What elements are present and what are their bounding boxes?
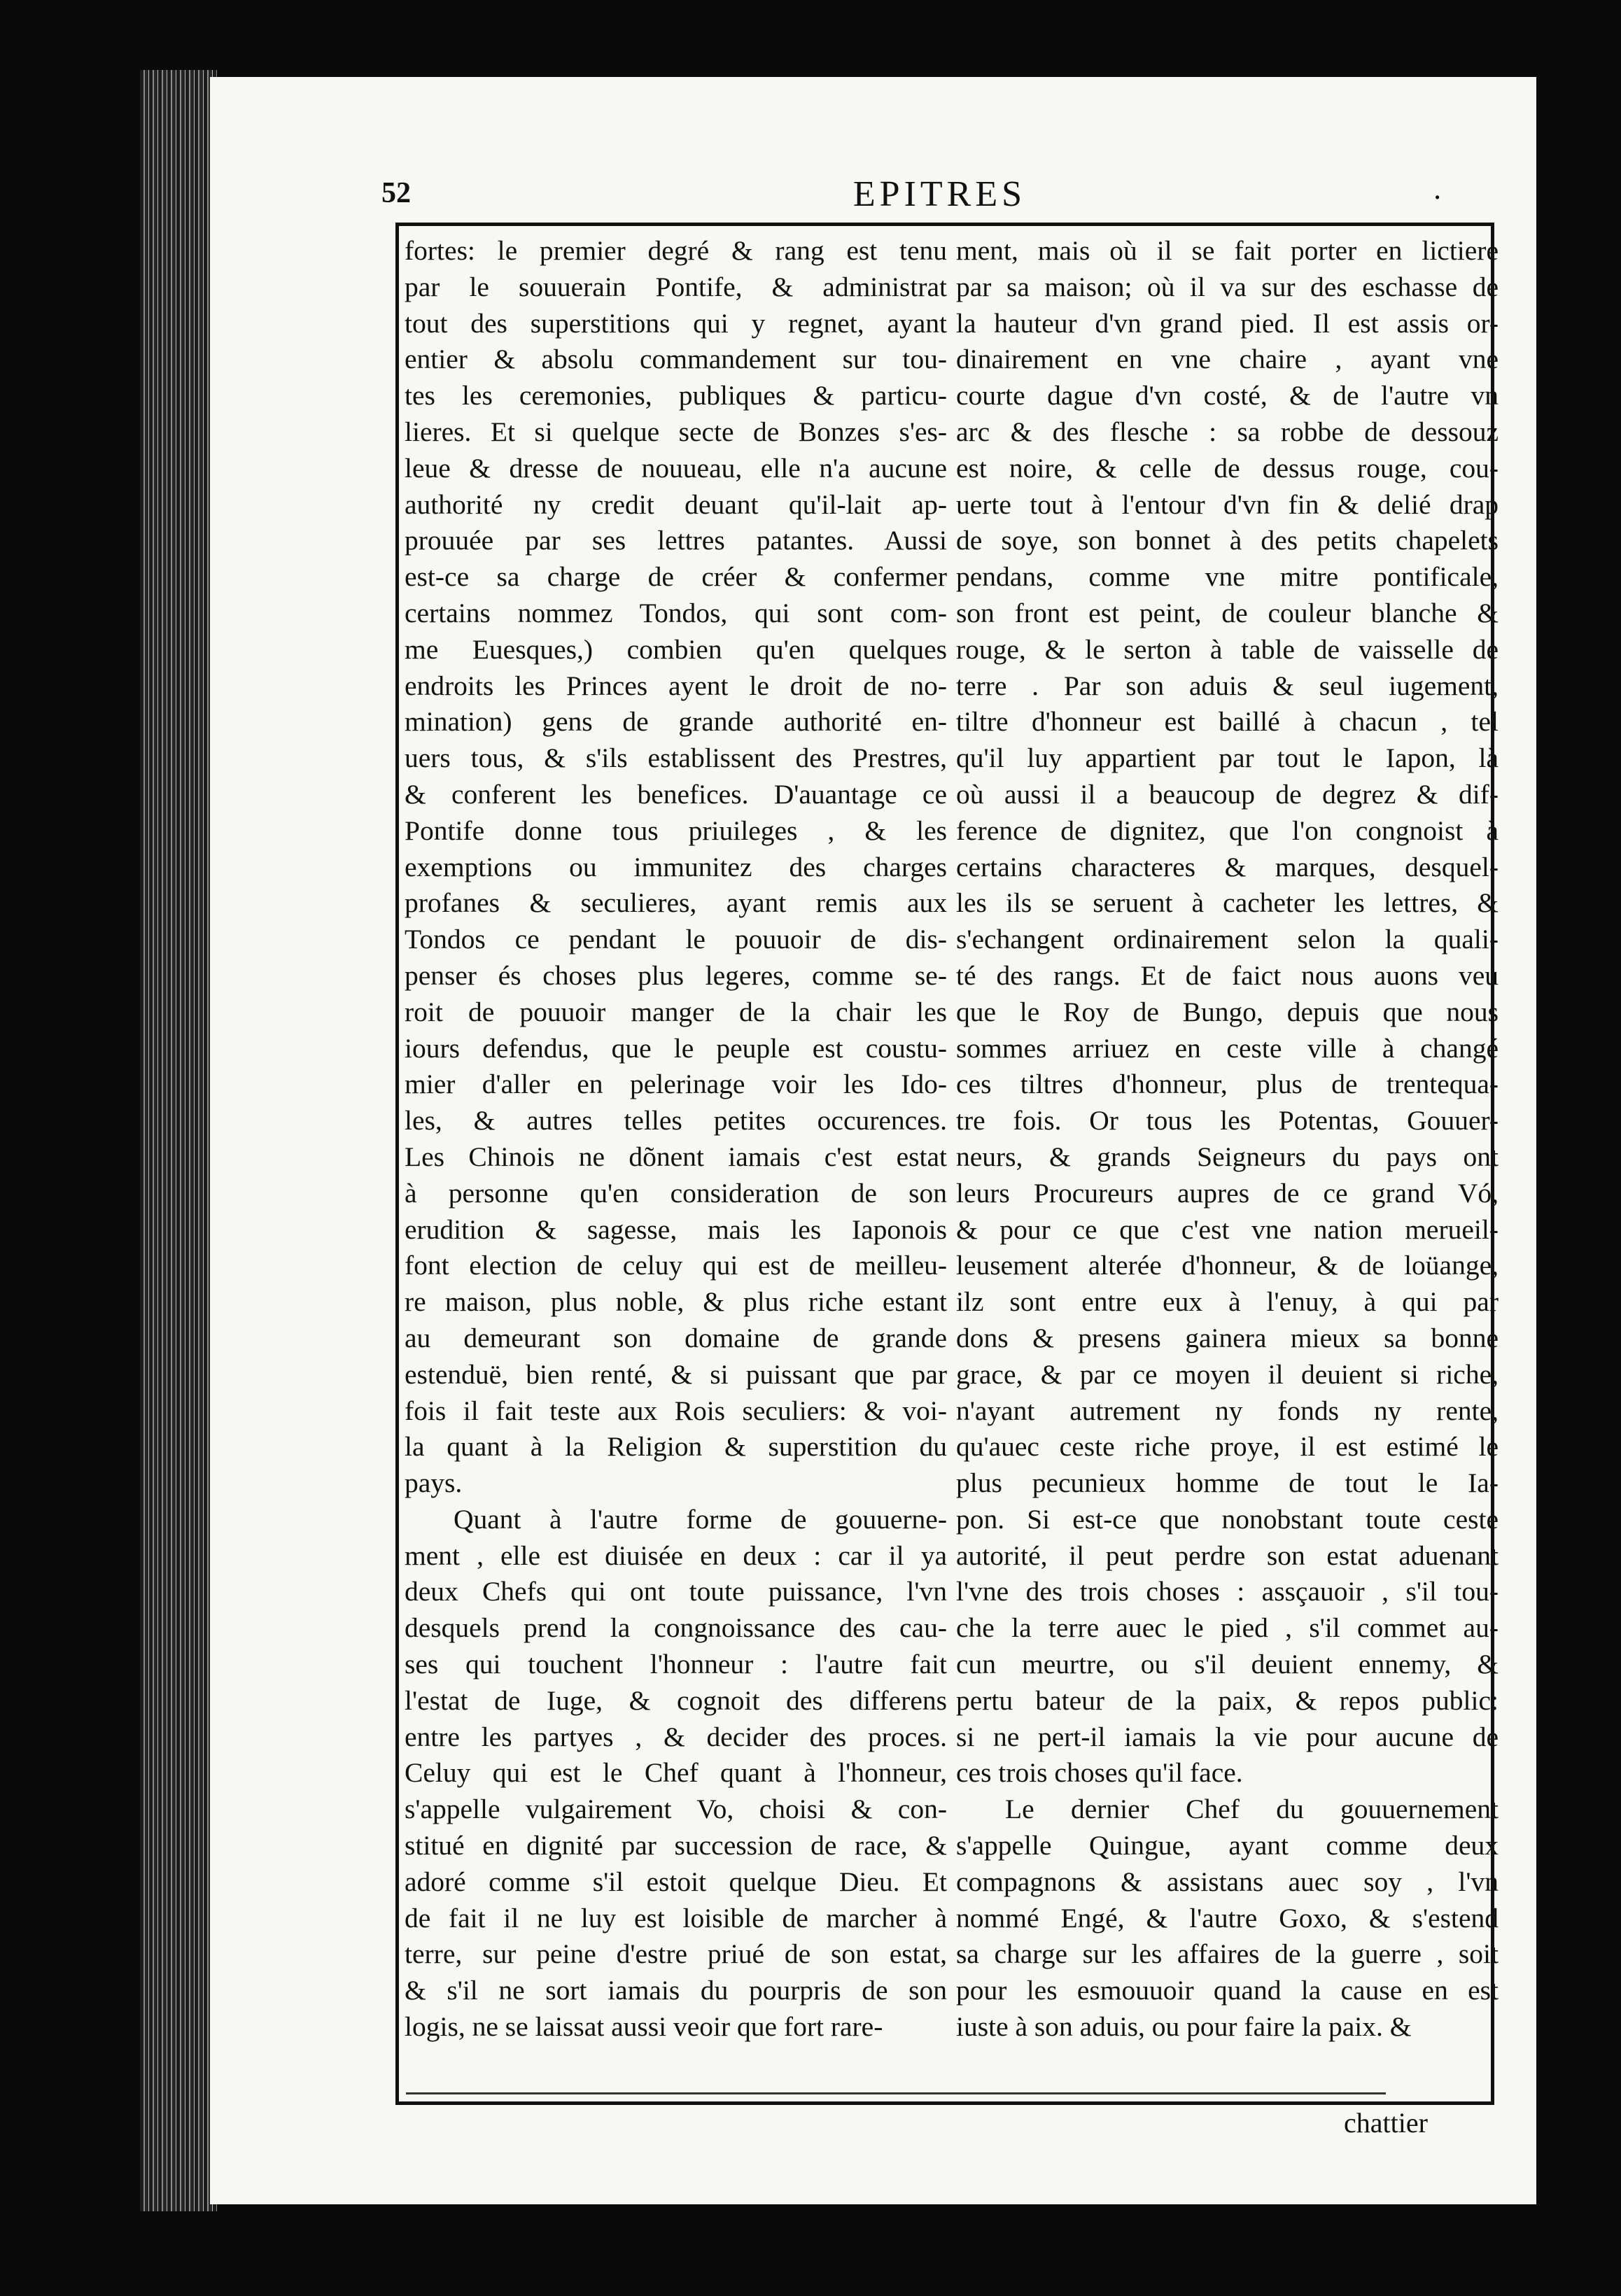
text-line: l'vne des trois choses : assçauoir , s'il tou- [956, 1576, 1499, 1607]
text-line: ilz sont entre eux à l'enuy, à qui par [956, 1286, 1499, 1318]
text-line: mination) gens de grande authorité en- [405, 706, 947, 738]
text-line: ment, mais où il se fait porter en lictiere [956, 235, 1499, 266]
text-line: pon. Si est-ce que nonobstant toute ceste [956, 1503, 1499, 1535]
text-line: & s'il ne sort iamais du pourpris de son [405, 1975, 947, 2006]
text-line: adoré comme s'il estoit quelque Dieu. Et [405, 1866, 947, 1897]
text-line: rouge, & le serton à table de vaisselle de [956, 633, 1499, 665]
text-line: exemptions ou immunitez des charges [405, 851, 947, 882]
page-number: 52 [381, 177, 411, 209]
text-line: qu'auec ceste riche proye, il est estimé le [956, 1431, 1499, 1463]
text-line: dons & presens gainera mieux sa bonne [956, 1322, 1499, 1353]
text-line: ference de dignitez, que l'on congnoist à [956, 815, 1499, 846]
text-line: l'estat de Iuge, & cognoit des differens [405, 1684, 947, 1716]
text-line: fois il fait teste aux Rois seculiers: & voi- [405, 1395, 947, 1426]
book-fore-edge [140, 70, 217, 2211]
text-line: grace, & par ce moyen il deuient si riche, [956, 1358, 1499, 1390]
text-line: est-ce sa charge de créer & confermer [405, 561, 947, 593]
head-mark: . [1433, 174, 1442, 206]
text-line: mier d'aller en pelerinage voir les Ido- [405, 1069, 947, 1100]
text-line: stitué en dignité par succession de race, & [405, 1830, 947, 1861]
text-line: par sa maison; où il va sur des eschasse de [956, 271, 1499, 302]
text-line: leusement alterée d'honneur, & de loüange, [956, 1250, 1499, 1281]
text-line: Quant à l'autre forme de gouuerne- [454, 1503, 947, 1535]
text-line: terre, sur peine d'estre priué de son estat, [405, 1938, 947, 1970]
text-line: s'appelle vulgairement Vo, choisi & con- [405, 1794, 947, 1825]
text-line: erudition & sagesse, mais les Iaponois [405, 1213, 947, 1245]
text-line: son front est peint, de couleur blanche & [956, 597, 1499, 628]
text-line: re maison, plus noble, & plus riche estant [405, 1286, 947, 1318]
text-line: s'appelle Quingue, ayant comme deux [956, 1830, 1499, 1861]
bottom-rule [406, 2092, 1386, 2094]
text-line: pertu bateur de la paix, & repos public: [956, 1684, 1499, 1716]
text-line: deux Chefs qui ont toute puissance, l'vn [405, 1576, 947, 1607]
text-line: prouuée par ses lettres patantes. Aussi [405, 525, 947, 556]
text-line: iuste à son aduis, ou pour faire la paix. & [956, 2011, 1412, 2043]
text-line: la quant à la Religion & superstition du [405, 1431, 947, 1463]
text-line: leue & dresse de nouueau, elle n'a aucune [405, 452, 947, 484]
text-line: uerte tout à l'entour d'vn fin & delié drap [956, 488, 1499, 520]
text-line: où aussi il a beaucoup de degrez & dif- [956, 778, 1499, 810]
text-line: Le dernier Chef du gouuernement [1005, 1794, 1499, 1825]
text-line: plus pecunieux homme de tout le Ia- [956, 1467, 1499, 1499]
text-line: ces tiltres d'honneur, plus de trentequa- [956, 1069, 1499, 1100]
text-line: roit de pouuoir manger de la chair les [405, 996, 947, 1027]
text-line: les ils se seruent à cacheter les lettres, & [956, 887, 1499, 919]
text-line: s'echangent ordinairement selon la quali- [956, 924, 1499, 955]
text-line: ses qui touchent l'honneur : l'autre fait [405, 1649, 947, 1680]
text-line: & conferent les benefices. D'auantage ce [405, 778, 947, 810]
text-line: Pontife donne tous priuileges , & les [405, 815, 947, 846]
text-line: leurs Procureurs aupres de ce grand Vó, [956, 1177, 1499, 1209]
text-line: autorité, il peut perdre son estat aduenant [956, 1540, 1499, 1571]
text-line: si ne pert-il iamais la vie pour aucune de [956, 1721, 1499, 1752]
text-line: iours defendus, que le peuple est coustu- [405, 1032, 947, 1064]
text-line: fortes: le premier degré & rang est tenu [405, 235, 947, 266]
text-line: estenduë, bien renté, & si puissant que par [405, 1358, 947, 1390]
text-line: endroits les Princes ayent le droit de no- [405, 670, 947, 701]
text-line: che la terre auec le pied , s'il commet au- [956, 1612, 1499, 1644]
text-line: neurs, & grands Seigneurs du pays ont [956, 1141, 1499, 1172]
text-line: té des rangs. Et de faict nous auons veu [956, 959, 1499, 991]
text-line: profanes & seculieres, ayant remis aux [405, 887, 947, 919]
text-line: certains nommez Tondos, qui sont com- [405, 597, 947, 628]
text-line: ment , elle est diuisée en deux : car il ya [405, 1540, 947, 1571]
text-line: courte dague d'vn costé, & de l'autre vn [956, 380, 1499, 411]
text-line: Tondos ce pendant le pouuoir de dis- [405, 924, 947, 955]
text-line: de fait il ne luy est loisible de marcher à [405, 1902, 947, 1934]
text-line: pays. [405, 1467, 463, 1499]
text-line: terre . Par son aduis & seul iugement, [956, 670, 1499, 701]
text-line: logis, ne se laissat aussi veoir que fort rare- [405, 2011, 883, 2043]
text-line: penser és choses plus legeres, comme se- [405, 959, 947, 991]
text-line: tiltre d'honneur est baillé à chacun , tel [956, 706, 1499, 738]
text-line: au demeurant son domaine de grande [405, 1322, 947, 1353]
text-line: cun meurtre, ou s'il deuient ennemy, & [956, 1649, 1499, 1680]
text-line: & pour ce que c'est vne nation merueil- [956, 1213, 1499, 1245]
left-column [405, 233, 947, 2045]
text-line: qu'il luy appartient par tout le Iapon, là [956, 742, 1499, 774]
text-line: tout des superstitions qui y regnet, ayant [405, 307, 947, 339]
text-line: entre les partyes , & decider des proces. [405, 1721, 947, 1752]
text-line: authorité ny credit deuant qu'il-lait ap- [405, 488, 947, 520]
text-line: les, & autres telles petites occurences. [405, 1105, 947, 1136]
running-title: EPITRES [852, 174, 1027, 214]
text-line: par le souuerain Pontife, & administrat [405, 271, 947, 302]
text-line: Les Chinois ne dõnent iamais c'est estat [405, 1141, 947, 1172]
text-line: compagnons & assistans auec soy , l'vn [956, 1866, 1499, 1897]
text-line: sommes arriuez en ceste ville à changé [956, 1032, 1499, 1064]
text-line: sa charge sur les affaires de la guerre , soit [956, 1938, 1499, 1970]
text-line: certains characteres & marques, desquel- [956, 851, 1499, 882]
right-column [956, 233, 1499, 2045]
text-line: n'ayant autrement ny fonds ny rente, [956, 1395, 1499, 1426]
text-line: pendans, comme vne mitre pontificale, [956, 561, 1499, 593]
text-line: que le Roy de Bungo, depuis que nous [956, 996, 1499, 1027]
text-line: desquels prend la congnoissance des cau- [405, 1612, 947, 1644]
text-line: est noire, & celle de dessus rouge, cou- [956, 452, 1499, 484]
text-line: de soye, son bonnet à des petits chapelets [956, 525, 1499, 556]
text-line: arc & des flesche : sa robbe de dessouz [956, 416, 1499, 447]
text-line: tre fois. Or tous les Potentas, Gouuer- [956, 1105, 1499, 1136]
text-line: pour les esmouuoir quand la cause en est [956, 1975, 1499, 2006]
text-line: dinairement en vne chaire , ayant vne [956, 344, 1499, 375]
text-line: lieres. Et si quelque secte de Bonzes s'es- [405, 416, 947, 447]
catchword: chattier [1344, 2107, 1428, 2139]
text-line: uers tous, & s'ils establissent des Prestres, [405, 742, 947, 774]
text-line: Celuy qui est le Chef quant à l'honneur, [405, 1757, 947, 1789]
text-line: me Euesques,) combien qu'en quelques [405, 633, 947, 665]
text-line: la hauteur d'vn grand pied. Il est assis or- [956, 307, 1499, 339]
running-head [381, 174, 1498, 218]
text-line: tes les ceremonies, publiques & particu- [405, 380, 947, 411]
text-line: à personne qu'en consideration de son [405, 1177, 947, 1209]
text-line: nommé Engé, & l'autre Goxo, & s'estend [956, 1902, 1499, 1934]
text-line: font election de celuy qui est de meilleu- [405, 1250, 947, 1281]
text-line: entier & absolu commandement sur tou- [405, 344, 947, 375]
text-line: ces trois choses qu'il face. [956, 1757, 1243, 1789]
